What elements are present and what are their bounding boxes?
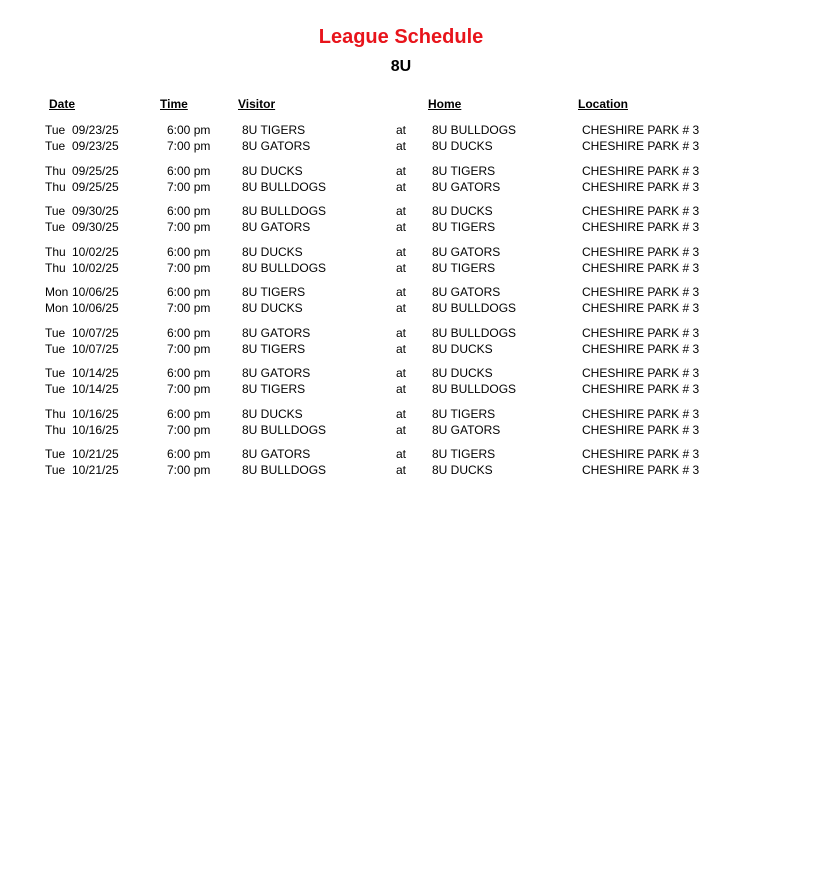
game-home: 8U TIGERS — [432, 220, 496, 234]
game-at: at — [396, 260, 407, 275]
game-at: at — [396, 341, 407, 356]
game-date: 09/25/25 — [72, 179, 119, 194]
table-row — [0, 122, 814, 138]
game-location: CHESHIRE PARK # 3 — [582, 220, 700, 234]
game-date: 10/14/25 — [72, 382, 119, 396]
game-date: 10/06/25 — [72, 285, 119, 299]
schedule-table — [0, 122, 814, 487]
game-at: at — [396, 366, 407, 380]
header-visitor: Visitor — [238, 97, 276, 111]
game-visitor: 8U GATORS — [242, 447, 311, 461]
game-time: 7:00 pm — [167, 422, 211, 437]
game-home: 8U DUCKS — [432, 341, 493, 356]
game-at: at — [396, 301, 407, 315]
game-visitor: 8U DUCKS — [242, 301, 303, 315]
game-at: at — [396, 463, 407, 477]
game-at: at — [396, 139, 407, 153]
game-time: 7:00 pm — [167, 260, 211, 275]
game-date: 10/07/25 — [72, 325, 119, 340]
game-day: Tue — [45, 220, 66, 234]
game-location: CHESHIRE PARK # 3 — [582, 123, 700, 137]
game-time: 7:00 pm — [167, 139, 211, 153]
table-row — [0, 203, 814, 219]
game-home: 8U GATORS — [432, 285, 501, 299]
game-visitor: 8U BULLDOGS — [242, 204, 327, 218]
game-at: at — [396, 123, 407, 137]
game-at: at — [396, 285, 407, 299]
game-location: CHESHIRE PARK # 3 — [582, 463, 700, 477]
game-day: Tue — [45, 447, 66, 461]
game-group — [0, 122, 814, 163]
game-visitor: 8U DUCKS — [242, 163, 303, 178]
game-at: at — [396, 179, 407, 194]
game-date: 09/30/25 — [72, 220, 119, 234]
game-time: 7:00 pm — [167, 301, 211, 315]
header-time: Time — [160, 97, 188, 111]
game-home: 8U BULLDOGS — [432, 382, 517, 396]
game-visitor: 8U TIGERS — [242, 341, 306, 356]
game-date: 10/02/25 — [72, 244, 119, 259]
game-time: 7:00 pm — [167, 463, 211, 477]
game-location: CHESHIRE PARK # 3 — [582, 422, 700, 437]
game-time: 7:00 pm — [167, 220, 211, 234]
table-row — [0, 163, 814, 179]
game-location: CHESHIRE PARK # 3 — [582, 341, 700, 356]
table-row — [0, 446, 814, 462]
game-at: at — [396, 163, 407, 178]
header-date: Date — [49, 97, 76, 111]
game-date: 10/21/25 — [72, 447, 119, 461]
game-location: CHESHIRE PARK # 3 — [582, 406, 700, 421]
game-location: CHESHIRE PARK # 3 — [582, 382, 700, 396]
game-time: 7:00 pm — [167, 341, 211, 356]
game-group — [0, 325, 814, 366]
game-home: 8U GATORS — [432, 422, 501, 437]
game-day: Thu — [45, 179, 66, 194]
game-day: Mon — [45, 285, 69, 299]
game-date: 10/02/25 — [72, 260, 119, 275]
game-day: Tue — [45, 139, 66, 153]
game-group — [0, 244, 814, 285]
game-location: CHESHIRE PARK # 3 — [582, 244, 700, 259]
table-header — [0, 96, 814, 112]
game-home: 8U TIGERS — [432, 260, 496, 275]
table-row — [0, 219, 814, 235]
game-date: 09/23/25 — [72, 123, 119, 137]
game-visitor: 8U DUCKS — [242, 406, 303, 421]
game-group — [0, 365, 814, 406]
game-at: at — [396, 447, 407, 461]
game-day: Tue — [45, 123, 66, 137]
game-group — [0, 203, 814, 244]
game-home: 8U DUCKS — [432, 463, 493, 477]
game-at: at — [396, 244, 407, 259]
game-group — [0, 446, 814, 487]
game-visitor: 8U TIGERS — [242, 123, 306, 137]
game-visitor: 8U GATORS — [242, 139, 311, 153]
game-time: 7:00 pm — [167, 382, 211, 396]
table-row — [0, 462, 814, 478]
game-location: CHESHIRE PARK # 3 — [582, 260, 700, 275]
table-row — [0, 244, 814, 260]
table-row — [0, 381, 814, 397]
game-home: 8U DUCKS — [432, 204, 493, 218]
game-day: Thu — [45, 406, 66, 421]
game-day: Tue — [45, 382, 66, 396]
game-date: 09/30/25 — [72, 204, 119, 218]
game-home: 8U TIGERS — [432, 406, 496, 421]
table-row — [0, 365, 814, 381]
game-date: 10/06/25 — [72, 301, 119, 315]
game-visitor: 8U TIGERS — [242, 382, 306, 396]
game-day: Thu — [45, 163, 66, 178]
game-time: 6:00 pm — [167, 123, 211, 137]
game-location: CHESHIRE PARK # 3 — [582, 325, 700, 340]
table-row — [0, 422, 814, 438]
game-date: 10/07/25 — [72, 341, 119, 356]
game-visitor: 8U BULLDOGS — [242, 179, 327, 194]
game-day: Thu — [45, 260, 66, 275]
page-subtitle: 8U — [390, 58, 412, 75]
header-location: Location — [578, 97, 628, 111]
game-time: 6:00 pm — [167, 244, 211, 259]
table-row — [0, 179, 814, 195]
game-at: at — [396, 204, 407, 218]
game-date: 09/23/25 — [72, 139, 119, 153]
game-time: 6:00 pm — [167, 447, 211, 461]
game-date: 10/14/25 — [72, 366, 119, 380]
game-at: at — [396, 325, 407, 340]
page-title: League Schedule — [318, 26, 484, 48]
table-row — [0, 138, 814, 154]
game-time: 6:00 pm — [167, 285, 211, 299]
table-row — [0, 284, 814, 300]
game-location: CHESHIRE PARK # 3 — [582, 301, 700, 315]
game-visitor: 8U BULLDOGS — [242, 260, 327, 275]
game-home: 8U GATORS — [432, 244, 501, 259]
game-at: at — [396, 406, 407, 421]
game-visitor: 8U GATORS — [242, 220, 311, 234]
game-day: Thu — [45, 422, 66, 437]
game-home: 8U BULLDOGS — [432, 325, 517, 340]
game-location: CHESHIRE PARK # 3 — [582, 179, 700, 194]
game-home: 8U GATORS — [432, 179, 501, 194]
game-location: CHESHIRE PARK # 3 — [582, 139, 700, 153]
game-location: CHESHIRE PARK # 3 — [582, 366, 700, 380]
game-group — [0, 284, 814, 325]
game-at: at — [396, 220, 407, 234]
game-location: CHESHIRE PARK # 3 — [582, 285, 700, 299]
game-visitor: 8U DUCKS — [242, 244, 303, 259]
game-home: 8U TIGERS — [432, 447, 496, 461]
game-date: 10/16/25 — [72, 422, 119, 437]
game-visitor: 8U TIGERS — [242, 285, 306, 299]
game-location: CHESHIRE PARK # 3 — [582, 163, 700, 178]
game-visitor: 8U BULLDOGS — [242, 463, 327, 477]
table-row — [0, 260, 814, 276]
game-day: Tue — [45, 325, 66, 340]
game-date: 09/25/25 — [72, 163, 119, 178]
game-time: 6:00 pm — [167, 406, 211, 421]
game-date: 10/16/25 — [72, 406, 119, 421]
game-date: 10/21/25 — [72, 463, 119, 477]
game-group — [0, 406, 814, 447]
game-day: Tue — [45, 341, 66, 356]
game-visitor: 8U GATORS — [242, 325, 311, 340]
table-row — [0, 406, 814, 422]
game-day: Tue — [45, 366, 66, 380]
game-group — [0, 163, 814, 204]
game-home: 8U BULLDOGS — [432, 301, 517, 315]
table-row — [0, 325, 814, 341]
game-time: 6:00 pm — [167, 163, 211, 178]
game-time: 6:00 pm — [167, 325, 211, 340]
header-home: Home — [428, 97, 462, 111]
game-time: 6:00 pm — [167, 366, 211, 380]
game-location: CHESHIRE PARK # 3 — [582, 204, 700, 218]
game-day: Tue — [45, 463, 66, 477]
game-visitor: 8U GATORS — [242, 366, 311, 380]
game-home: 8U DUCKS — [432, 366, 493, 380]
game-home: 8U BULLDOGS — [432, 123, 517, 137]
game-time: 6:00 pm — [167, 204, 211, 218]
game-day: Mon — [45, 301, 69, 315]
game-day: Tue — [45, 204, 66, 218]
game-home: 8U DUCKS — [432, 139, 493, 153]
table-row — [0, 341, 814, 357]
game-time: 7:00 pm — [167, 179, 211, 194]
game-visitor: 8U BULLDOGS — [242, 422, 327, 437]
game-home: 8U TIGERS — [432, 163, 496, 178]
table-row — [0, 300, 814, 316]
game-at: at — [396, 422, 407, 437]
game-at: at — [396, 382, 407, 396]
game-location: CHESHIRE PARK # 3 — [582, 447, 700, 461]
game-day: Thu — [45, 244, 66, 259]
